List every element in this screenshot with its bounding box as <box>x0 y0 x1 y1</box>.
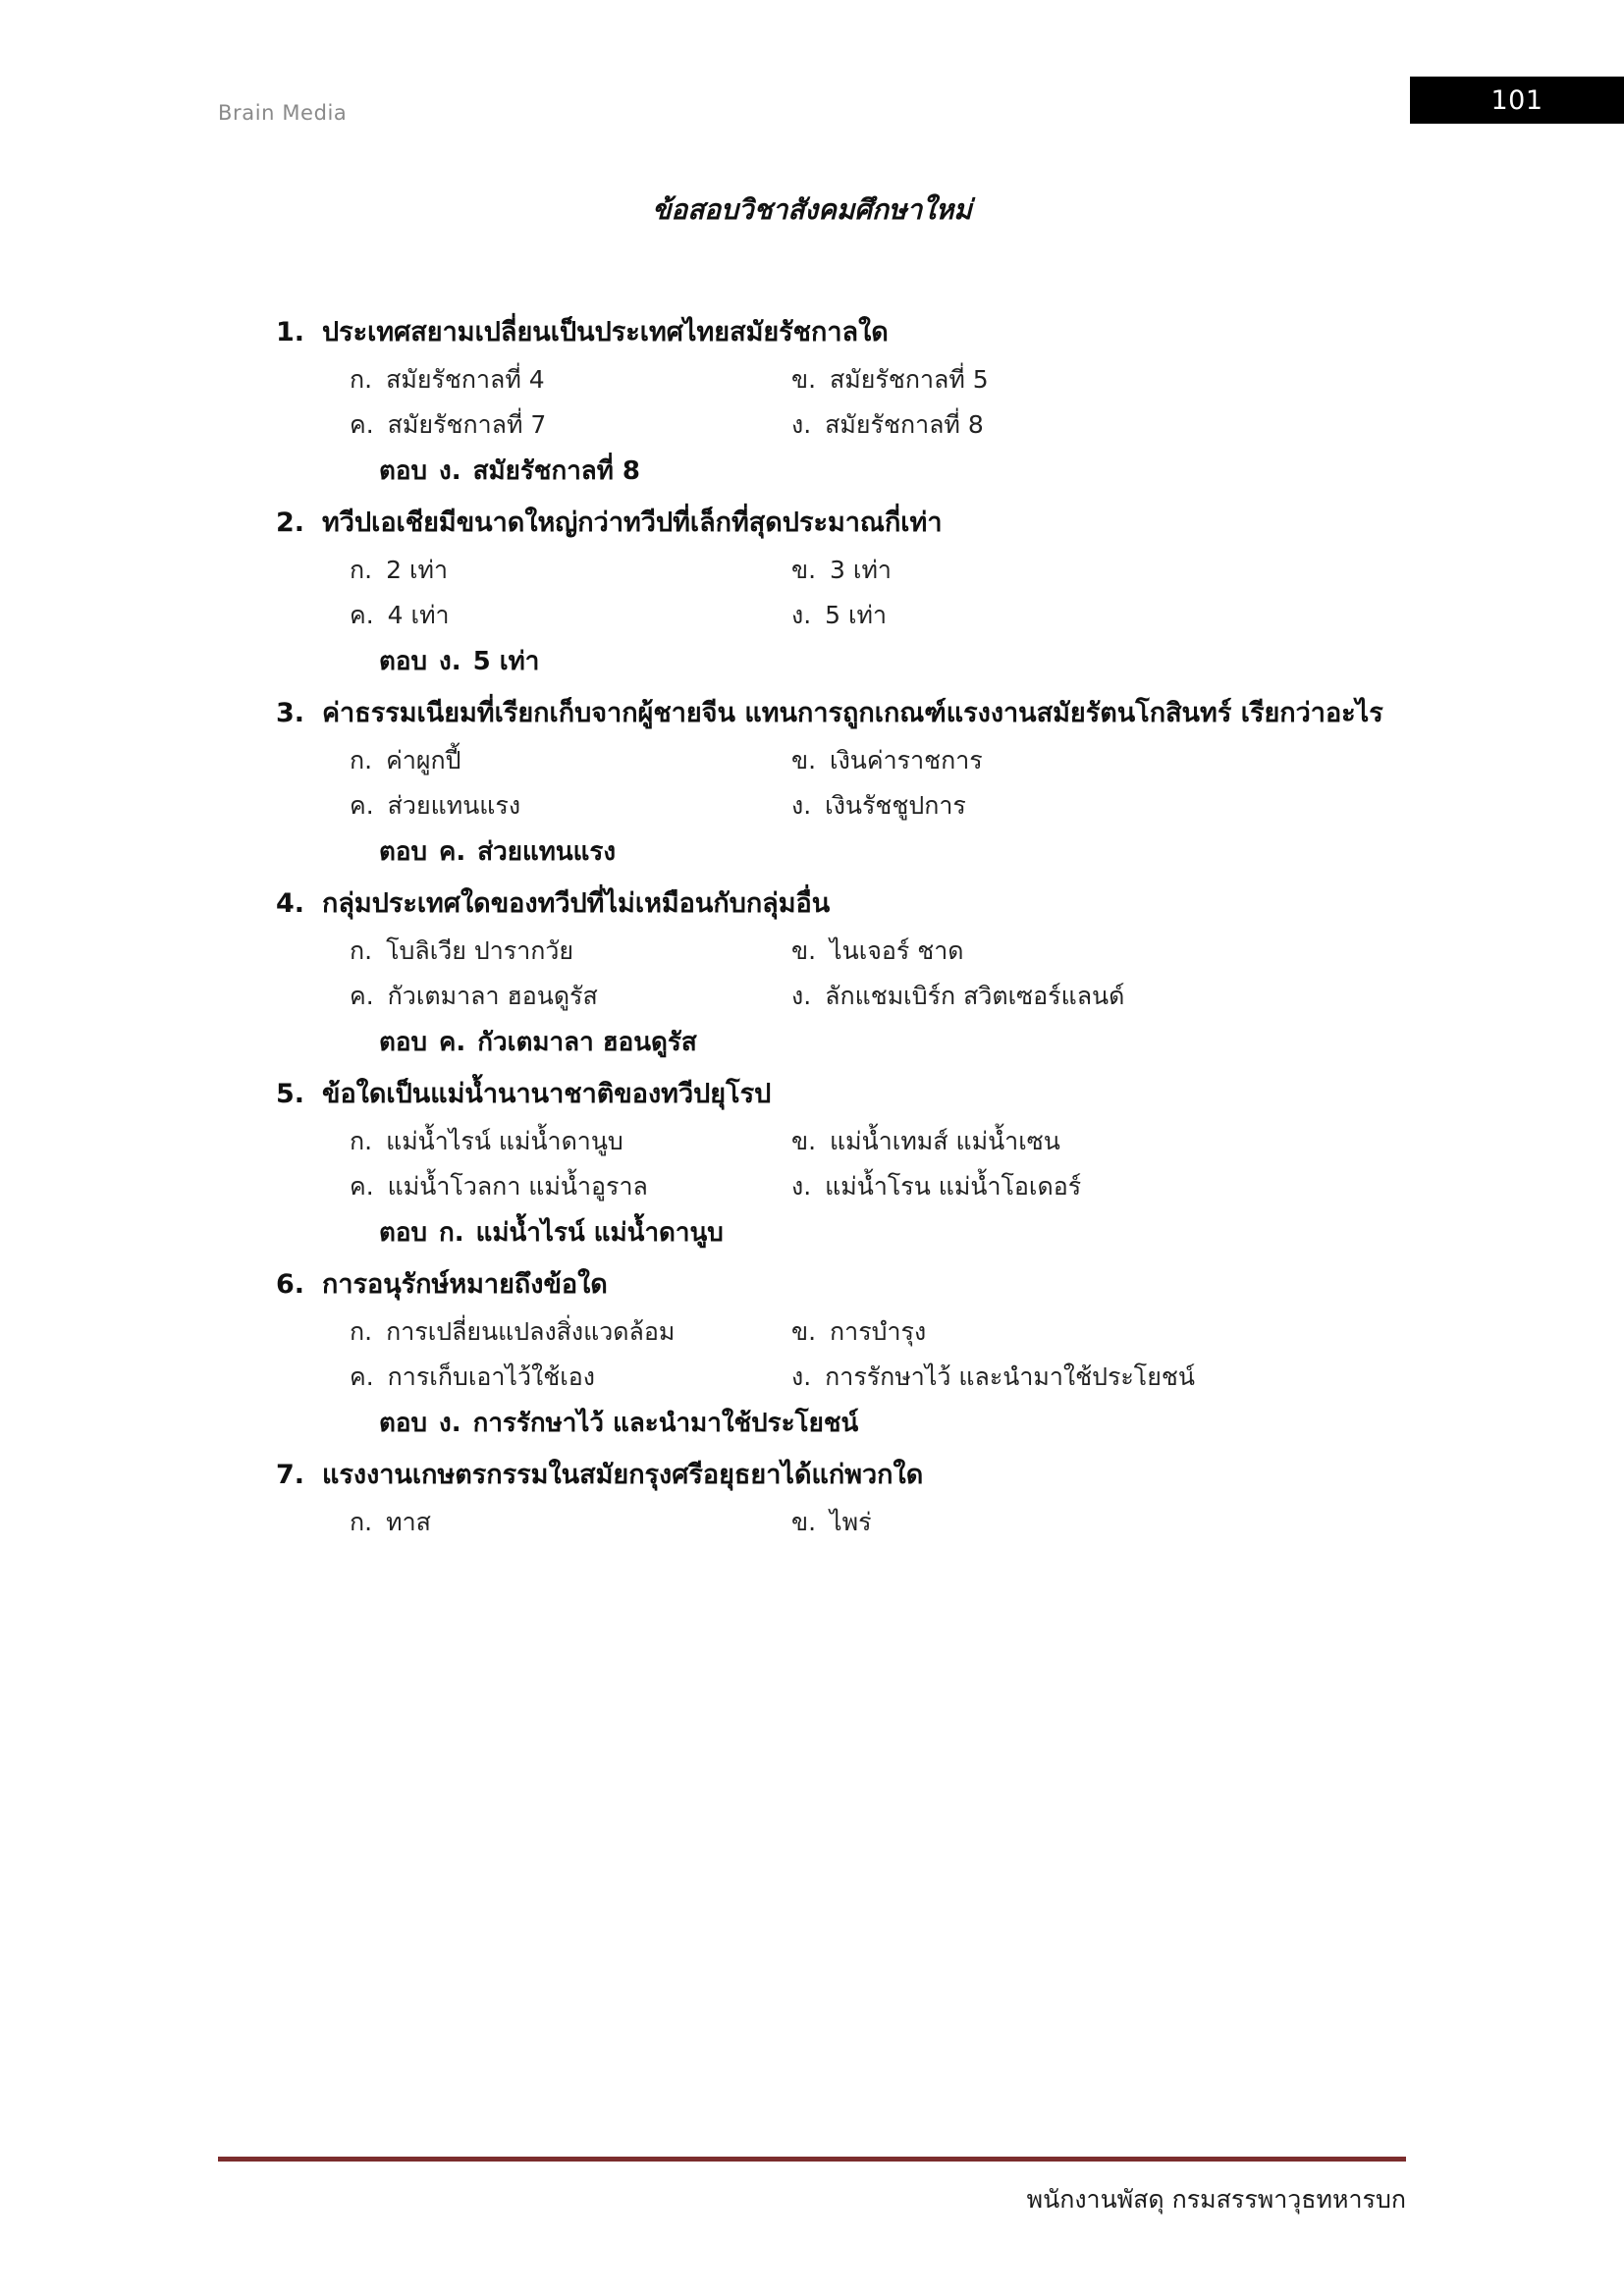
answer-choice-label: ง. <box>439 456 461 487</box>
question-line <box>271 883 1405 924</box>
choice-text: แม่น้ำโรน แม่น้ำโอเดอร์ <box>825 1172 1082 1201</box>
choice-row <box>322 551 1405 590</box>
page-number-badge: 101 <box>1410 77 1624 124</box>
question-number: 6. <box>275 1269 304 1301</box>
answer-prefix: ตอบ <box>379 1218 428 1249</box>
choice-text: 4 เท่า <box>387 601 450 630</box>
answer-prefix: ตอบ <box>379 647 428 677</box>
choice-label: ข. <box>791 746 817 775</box>
question-number: 5. <box>275 1079 304 1110</box>
choice-label: ข. <box>791 556 817 585</box>
choice-label: ข. <box>791 936 817 966</box>
question-text: กลุ่มประเทศใดของทวีปที่ไม่เหมือนกับกลุ่มอื่น <box>322 888 831 920</box>
choice-option[interactable] <box>322 1167 784 1206</box>
choice-text: ค่าผูกปี้ <box>386 746 461 775</box>
question-block <box>271 312 1405 491</box>
answer-line <box>271 641 1405 681</box>
choice-text: กัวเตมาลา ฮอนดูรัส <box>387 982 598 1011</box>
choice-option[interactable] <box>322 977 784 1016</box>
question-block <box>271 883 1405 1062</box>
choice-label: ก. <box>350 746 373 775</box>
answer-line <box>271 451 1405 491</box>
choice-row <box>322 1122 1405 1161</box>
choice-group <box>271 1503 1405 1542</box>
answer-line <box>271 1022 1405 1062</box>
choice-text: เงินค่าราชการ <box>830 746 983 775</box>
choice-label: ก. <box>350 556 373 585</box>
choice-option[interactable] <box>322 1503 784 1542</box>
question-text: ค่าธรรมเนียมที่เรียกเก็บจากผู้ชายจีน แทนการถูกเกณฑ์แรงงานสมัยรัตนโกสินทร์ เรียกว่าอะไร <box>322 698 1383 729</box>
choice-row <box>322 741 1405 780</box>
page-header <box>0 0 1624 147</box>
question-line <box>271 503 1405 543</box>
choice-option[interactable] <box>784 596 1405 635</box>
choice-row <box>322 596 1405 635</box>
choice-text: ลักแชมเบิร์ก สวิตเซอร์แลนด์ <box>825 982 1125 1011</box>
question-line <box>271 1264 1405 1305</box>
choice-group <box>271 1122 1405 1206</box>
choice-option[interactable] <box>784 786 1405 826</box>
choice-label: ง. <box>791 410 812 440</box>
choice-option[interactable] <box>784 1312 1405 1352</box>
question-text: ทวีปเอเชียมีขนาดใหญ่กว่าทวีปที่เล็กที่สุดประมาณกี่เท่า <box>322 507 943 539</box>
choice-label: ก. <box>350 936 373 966</box>
choice-label: ข. <box>791 1508 817 1537</box>
choice-option[interactable] <box>322 1358 784 1397</box>
question-number: 3. <box>275 698 304 729</box>
choice-label: ค. <box>350 1172 374 1201</box>
choice-option[interactable] <box>784 405 1405 445</box>
choice-group <box>271 932 1405 1016</box>
choice-option[interactable] <box>322 1122 784 1161</box>
answer-text: การรักษาไว้ และนำมาใช้ประโยชน์ <box>472 1409 859 1439</box>
choice-row <box>322 405 1405 445</box>
answer-choice-label: ค. <box>439 837 466 868</box>
choice-label: ค. <box>350 601 374 630</box>
page-title: ข้อสอบวิชาสังคมศึกษาใหม่ <box>652 193 972 226</box>
choice-text: ทาส <box>386 1508 431 1537</box>
choice-label: ก. <box>350 1127 373 1156</box>
choice-row <box>322 932 1405 971</box>
choice-text: แม่น้ำไรน์ แม่น้ำดานูบ <box>386 1127 623 1156</box>
question-number: 1. <box>275 317 304 347</box>
choice-text: สมัยรัชกาลที่ 8 <box>825 410 984 440</box>
answer-line <box>271 1403 1405 1443</box>
choice-option[interactable] <box>784 932 1405 971</box>
choice-option[interactable] <box>322 786 784 826</box>
choice-option[interactable] <box>322 932 784 971</box>
choice-label: ข. <box>791 1317 817 1347</box>
choice-label: ง. <box>791 601 812 630</box>
choice-text: 5 เท่า <box>825 601 888 630</box>
choice-text: เงินรัชชูปการ <box>825 791 966 821</box>
choice-row <box>322 1358 1405 1397</box>
choice-row <box>322 360 1405 400</box>
answer-prefix: ตอบ <box>379 837 428 868</box>
choice-option[interactable] <box>322 360 784 400</box>
question-block <box>271 1264 1405 1443</box>
answer-choice-label: ง. <box>439 647 461 677</box>
question-text: การอนุรักษ์หมายถึงข้อใด <box>322 1269 608 1301</box>
question-block <box>271 1074 1405 1253</box>
choice-text: 3 เท่า <box>830 556 892 585</box>
choice-label: ง. <box>791 1172 812 1201</box>
choice-label: ก. <box>350 1317 373 1347</box>
choice-option[interactable] <box>784 741 1405 780</box>
choice-text: ไนเจอร์ ชาด <box>830 936 964 966</box>
question-line <box>271 1074 1405 1114</box>
choice-text: 2 เท่า <box>386 556 449 585</box>
choice-row <box>322 786 1405 826</box>
answer-text: แม่น้ำไรน์ แม่น้ำดานูบ <box>475 1218 724 1249</box>
question-list <box>271 312 1405 1548</box>
question-text: แรงงานเกษตรกรรมในสมัยกรุงศรีอยุธยาได้แก่พวกใด <box>322 1460 924 1491</box>
footer-label: พนักงานพัสดุ กรมสรรพาวุธทหารบก <box>1026 2185 1406 2214</box>
choice-option[interactable] <box>322 1312 784 1352</box>
choice-option[interactable] <box>784 1358 1405 1397</box>
choice-option[interactable] <box>322 741 784 780</box>
choice-text: แม่น้ำเทมส์ แม่น้ำเซน <box>830 1127 1060 1156</box>
choice-label: ง. <box>791 791 812 821</box>
question-line <box>271 312 1405 352</box>
choice-row <box>322 1312 1405 1352</box>
choice-text: ไพร่ <box>830 1508 872 1537</box>
choice-text: การบำรุง <box>830 1317 927 1347</box>
choice-option[interactable] <box>784 1503 1405 1542</box>
answer-prefix: ตอบ <box>379 1409 428 1439</box>
answer-choice-label: ก. <box>439 1218 464 1249</box>
choice-label: ง. <box>791 982 812 1011</box>
question-block <box>271 503 1405 681</box>
question-line <box>271 693 1405 733</box>
question-number: 2. <box>275 507 304 539</box>
answer-line <box>271 1212 1405 1253</box>
answer-choice-label: ง. <box>439 1409 461 1439</box>
choice-option[interactable] <box>322 551 784 590</box>
choice-text: สมัยรัชกาลที่ 4 <box>386 365 545 395</box>
question-number: 4. <box>275 888 304 920</box>
choice-option[interactable] <box>784 1167 1405 1206</box>
choice-label: ก. <box>350 1508 373 1537</box>
choice-label: ค. <box>350 982 374 1011</box>
choice-option[interactable] <box>784 360 1405 400</box>
choice-group <box>271 551 1405 635</box>
choice-row <box>322 1503 1405 1542</box>
choice-text: การเก็บเอาไว้ใช้เอง <box>387 1362 595 1392</box>
footer-divider <box>218 2157 1406 2162</box>
choice-option[interactable] <box>322 405 784 445</box>
answer-prefix: ตอบ <box>379 456 428 487</box>
question-block <box>271 1455 1405 1542</box>
answer-text: สมัยรัชกาลที่ 8 <box>472 456 641 487</box>
choice-option[interactable] <box>322 596 784 635</box>
choice-label: ง. <box>791 1362 812 1392</box>
answer-text: กัวเตมาลา ฮอนดูรัส <box>477 1028 697 1058</box>
choice-label: ก. <box>350 365 373 395</box>
answer-text: 5 เท่า <box>472 647 540 677</box>
answer-text: ส่วยแทนแรง <box>477 837 617 868</box>
choice-text: การเปลี่ยนแปลงสิ่งแวดล้อม <box>386 1317 676 1347</box>
question-text: ข้อใดเป็นแม่น้ำนานาชาติของทวีปยุโรป <box>322 1079 772 1110</box>
choice-label: ข. <box>791 1127 817 1156</box>
choice-label: ค. <box>350 791 374 821</box>
brand-label: Brain Media <box>218 101 348 125</box>
choice-option[interactable] <box>784 1122 1405 1161</box>
question-line <box>271 1455 1405 1495</box>
choice-group <box>271 1312 1405 1397</box>
choice-row <box>322 1167 1405 1206</box>
choice-text: ส่วยแทนแรง <box>387 791 521 821</box>
choice-text: สมัยรัชกาลที่ 7 <box>387 410 547 440</box>
question-text: ประเทศสยามเปลี่ยนเป็นประเทศไทยสมัยรัชกาลใด <box>322 317 889 347</box>
choice-option[interactable] <box>784 551 1405 590</box>
choice-group <box>271 360 1405 445</box>
choice-text: การรักษาไว้ และนำมาใช้ประโยชน์ <box>825 1362 1195 1392</box>
answer-choice-label: ค. <box>439 1028 466 1058</box>
choice-label: ค. <box>350 410 374 440</box>
answer-prefix: ตอบ <box>379 1028 428 1058</box>
choice-option[interactable] <box>784 977 1405 1016</box>
choice-label: ข. <box>791 365 817 395</box>
choice-text: โบลิเวีย ปารากวัย <box>386 936 574 966</box>
choice-group <box>271 741 1405 826</box>
choice-row <box>322 977 1405 1016</box>
choice-text: สมัยรัชกาลที่ 5 <box>830 365 989 395</box>
choice-label: ค. <box>350 1362 374 1392</box>
question-number: 7. <box>275 1460 304 1491</box>
answer-line <box>271 831 1405 872</box>
choice-text: แม่น้ำโวลกา แม่น้ำอูราล <box>387 1172 648 1201</box>
question-block <box>271 693 1405 872</box>
